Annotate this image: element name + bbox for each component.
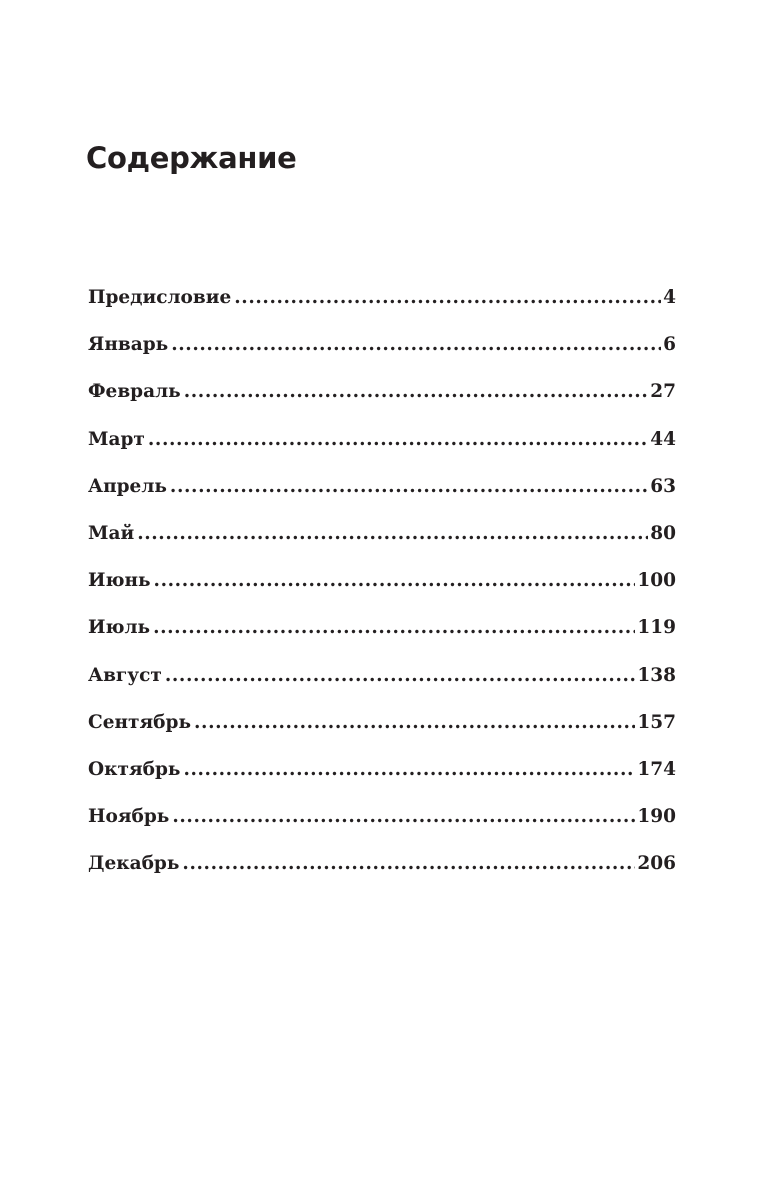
- dot-leader: [165, 658, 636, 694]
- toc-entry-title: Ноябрь: [88, 806, 170, 828]
- toc-page-number: 119: [637, 617, 676, 639]
- toc-entry-preface[interactable]: [88, 280, 676, 327]
- toc-page-number: 6: [663, 334, 676, 356]
- dot-leader: [172, 799, 635, 835]
- toc-entry-title: Август: [88, 664, 162, 686]
- toc-entry-title: Декабрь: [88, 853, 180, 875]
- toc-entry-title: Октябрь: [88, 758, 181, 780]
- dot-leader: [154, 563, 636, 599]
- dot-leader: [194, 705, 635, 741]
- toc-entry-title: Январь: [88, 334, 169, 356]
- toc-page-number: 190: [637, 806, 676, 828]
- toc-entry-title: Апрель: [88, 475, 167, 497]
- toc-page-number: 100: [637, 570, 676, 592]
- toc-entry-august[interactable]: [88, 658, 676, 705]
- toc-entry-title: Июль: [88, 617, 151, 639]
- toc-entry-february[interactable]: [88, 374, 676, 421]
- toc-entry-title: Сентябрь: [88, 711, 191, 733]
- toc-entry-october[interactable]: [88, 752, 676, 799]
- dot-leader: [183, 752, 635, 788]
- toc-entry-title: Май: [88, 522, 135, 544]
- toc-page-number: 206: [637, 853, 676, 875]
- page-title: Содержание: [86, 141, 297, 175]
- toc-entry-september[interactable]: [88, 705, 676, 752]
- toc-entry-title: Март: [88, 428, 145, 450]
- toc-page-number: 174: [637, 758, 676, 780]
- toc-page-number: 44: [650, 428, 676, 450]
- dot-leader: [234, 280, 661, 316]
- table-of-contents: [88, 280, 676, 893]
- toc-entry-january[interactable]: [88, 327, 676, 374]
- toc-entry-title: Февраль: [88, 381, 181, 403]
- dot-leader: [170, 469, 648, 505]
- dot-leader: [184, 374, 649, 410]
- toc-entry-title: Предисловие: [88, 287, 232, 308]
- toc-entry-april[interactable]: [88, 469, 676, 516]
- toc-entry-march[interactable]: [88, 422, 676, 469]
- toc-entry-july[interactable]: [88, 610, 676, 657]
- dot-leader: [171, 327, 661, 363]
- dot-leader: [148, 422, 648, 458]
- toc-page-number: 157: [637, 711, 676, 733]
- toc-entry-may[interactable]: [88, 516, 676, 563]
- toc-page-number: 138: [637, 664, 676, 686]
- toc-entry-november[interactable]: [88, 799, 676, 846]
- dot-leader: [153, 610, 635, 646]
- toc-page-number: 63: [650, 475, 676, 497]
- toc-entry-june[interactable]: [88, 563, 676, 610]
- dot-leader: [137, 516, 648, 552]
- dot-leader: [182, 846, 635, 882]
- toc-page-number: 80: [650, 522, 676, 544]
- toc-page-number: 4: [663, 287, 676, 308]
- toc-page-number: 27: [650, 381, 676, 403]
- toc-entry-title: Июнь: [88, 570, 151, 592]
- toc-entry-december[interactable]: [88, 846, 676, 893]
